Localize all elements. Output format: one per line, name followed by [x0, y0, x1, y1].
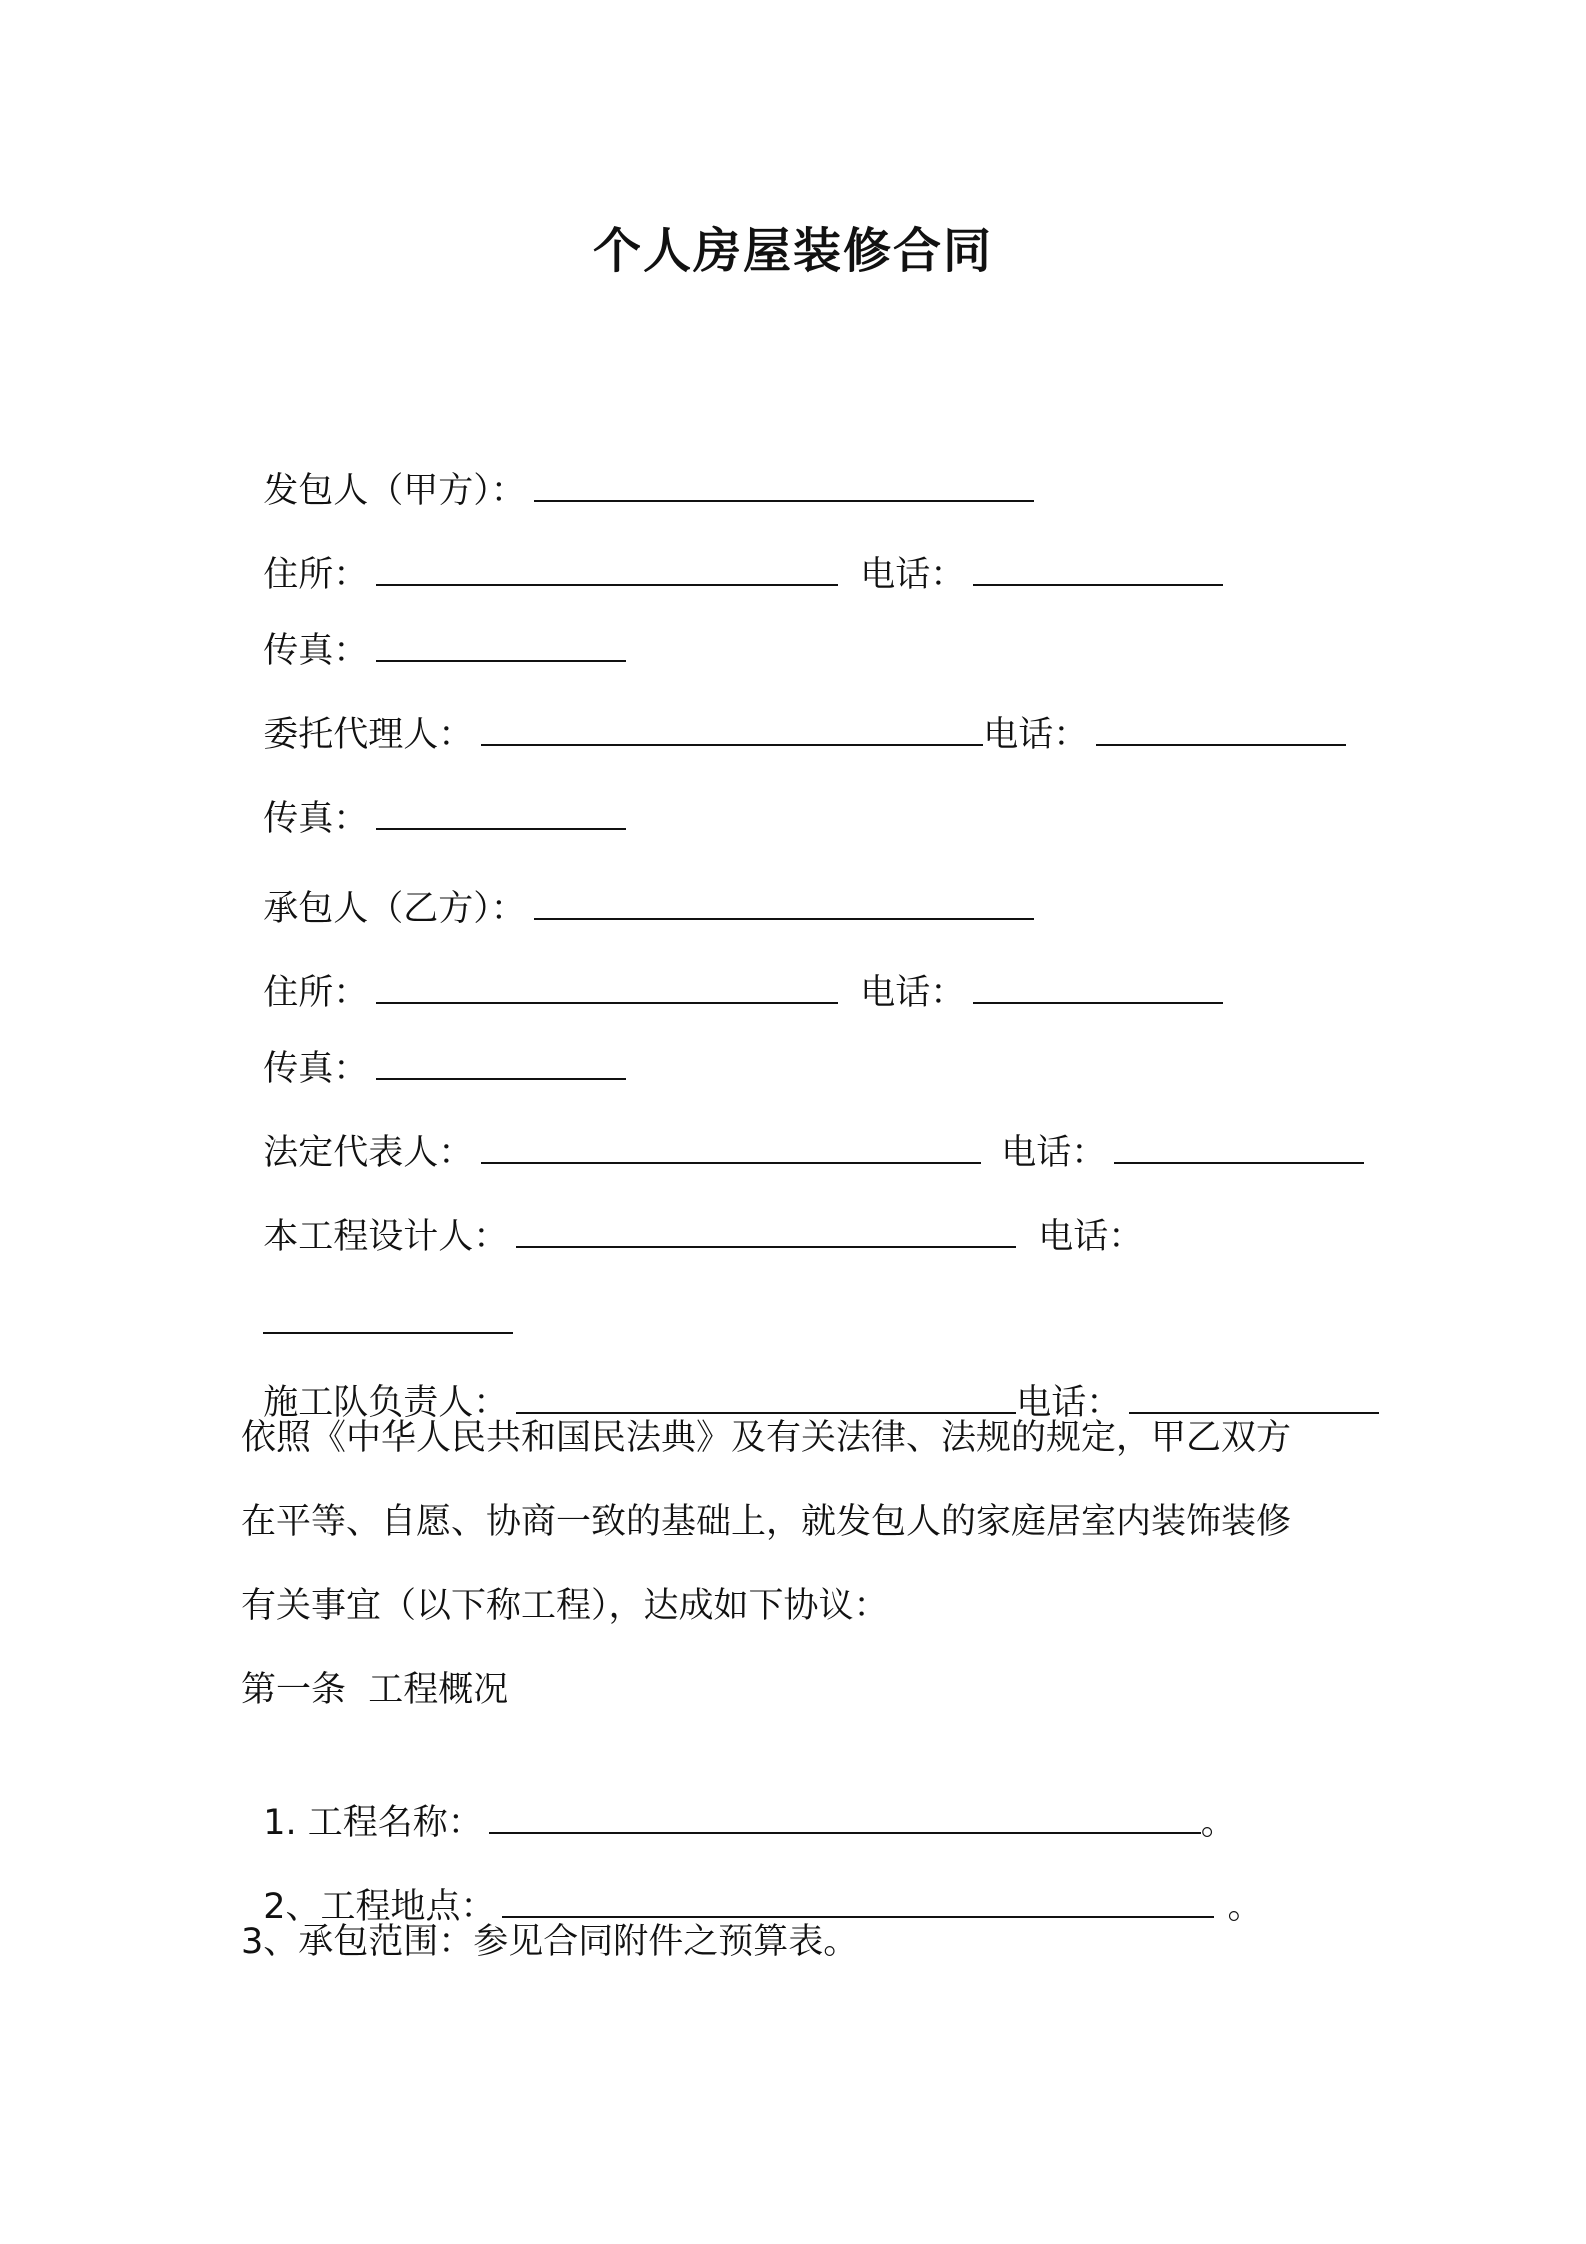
construction-lead-row [241, 1330, 1379, 1427]
party-a-phone-label: 电话： [860, 555, 966, 595]
party-a-fax-label: 传真： [263, 631, 369, 671]
party-a-fax-field[interactable] [376, 626, 626, 662]
legal-rep-label: 法定代表人： [263, 1133, 474, 1173]
construction-lead-phone-field[interactable] [1129, 1378, 1379, 1414]
designer-row [241, 1164, 1143, 1261]
legal-rep-phone-label: 电话： [1001, 1133, 1107, 1173]
project-location-end: 。 [1227, 1887, 1263, 1927]
designer-label: 本工程设计人： [263, 1217, 509, 1257]
agent-row [241, 662, 1346, 759]
article1-item3: 3、承包范围：参见合同附件之预算表。 [241, 1922, 859, 1962]
construction-lead-name-field[interactable] [516, 1378, 1016, 1414]
preamble-line-1: 依照《中华人民共和国民法典》及有关法律、法规的规定，甲乙双方 [241, 1418, 1292, 1458]
agent-fax-row [241, 746, 626, 843]
party-b-phone-field[interactable] [973, 968, 1223, 1004]
project-name-label: 1. 工程名称： [263, 1803, 483, 1843]
party-a-address-label: 住所： [263, 555, 369, 595]
designer-phone-label: 电话： [1038, 1217, 1144, 1257]
party-a-fax-row [241, 578, 626, 675]
agent-fax-field[interactable] [376, 794, 626, 830]
construction-lead-phone-label: 电话： [1016, 1383, 1122, 1423]
project-location-label: 2、工程地点： [263, 1887, 496, 1927]
party-a-name-field[interactable] [534, 466, 1034, 502]
article1-heading: 第一条 工程概况 [241, 1670, 509, 1710]
party-a-phone-field[interactable] [973, 550, 1223, 586]
project-name-field[interactable] [489, 1798, 1201, 1834]
designer-phone-field[interactable] [263, 1298, 513, 1334]
party-b-fax-field[interactable] [376, 1044, 626, 1080]
agent-name-field[interactable] [481, 710, 983, 746]
party-b-row [241, 836, 1034, 933]
party-b-fax-label: 传真： [263, 1049, 369, 1089]
legal-rep-name-field[interactable] [481, 1128, 981, 1164]
agent-label: 委托代理人： [263, 715, 474, 755]
party-a-row [241, 418, 1034, 515]
party-b-name-field[interactable] [534, 884, 1034, 920]
legal-rep-phone-field[interactable] [1114, 1128, 1364, 1164]
article1-item1-row [241, 1750, 1236, 1847]
party-b-fax-row [241, 996, 626, 1093]
preamble-line-3: 有关事宜（以下称工程），达成如下协议： [241, 1586, 889, 1626]
party-b-label: 承包人（乙方）： [263, 889, 526, 929]
party-a-label: 发包人（甲方）： [263, 471, 526, 511]
project-location-field[interactable] [502, 1882, 1214, 1918]
preamble-line-2: 在平等、自愿、协商一致的基础上，就发包人的家庭居室内装饰装修 [241, 1502, 1292, 1542]
party-b-address-label: 住所： [263, 973, 369, 1013]
project-name-end: 。 [1200, 1803, 1236, 1843]
party-b-phone-label: 电话： [860, 973, 966, 1013]
document-title: 个人房屋装修合同 [592, 223, 993, 279]
construction-lead-label: 施工队负责人： [263, 1383, 509, 1423]
agent-phone-field[interactable] [1096, 710, 1346, 746]
agent-fax-label: 传真： [263, 799, 369, 839]
agent-phone-label: 电话： [983, 715, 1089, 755]
designer-name-field[interactable] [516, 1212, 1016, 1248]
article1-item2-row [241, 1834, 1263, 1931]
legal-rep-row [241, 1080, 1364, 1177]
